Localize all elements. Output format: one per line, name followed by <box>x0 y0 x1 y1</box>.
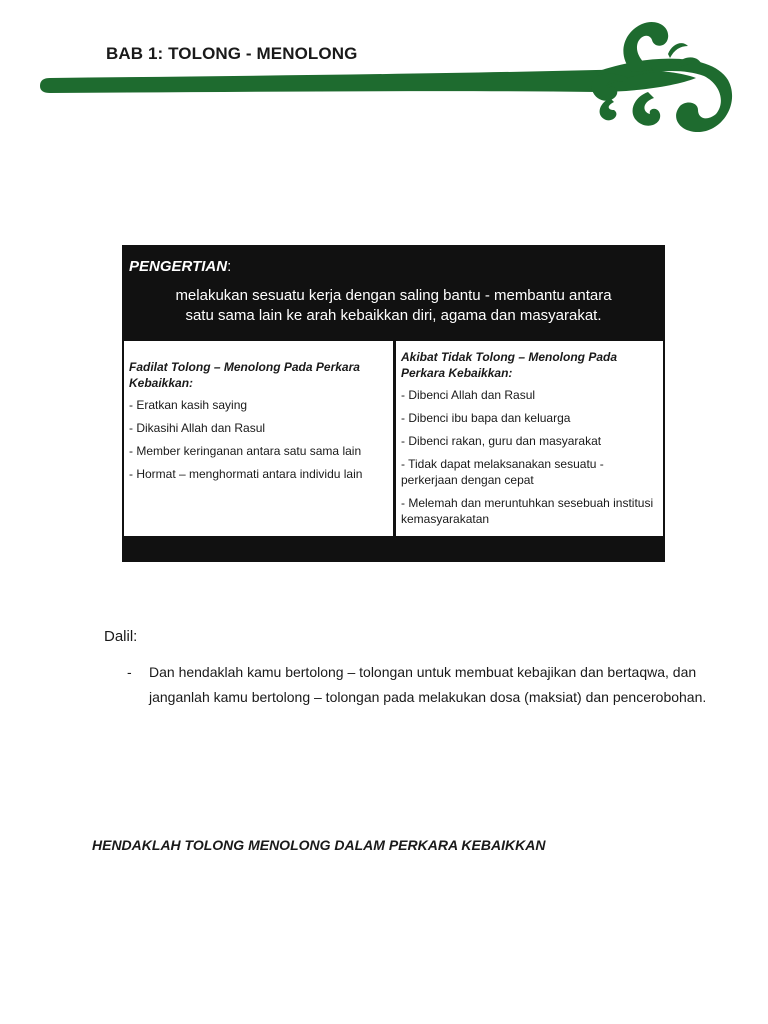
green-swirl-ornament-icon <box>36 14 738 140</box>
benefits-heading: Fadilat Tolong – Menolong Pada Perkara Kebaikkan: <box>129 360 360 390</box>
dalil-bullet: - <box>127 664 132 680</box>
definition-line-2: satu sama lain ke arah kebaikkan diri, agama dan masyarakat. <box>185 307 602 324</box>
benefit-item: - Eratkan kasih saying <box>129 398 248 412</box>
definition-box <box>122 245 665 562</box>
consequence-item: - Dibenci ibu bapa dan keluarga <box>401 411 571 425</box>
dalil-text: Dan hendaklah kamu bertolong – tolongan untuk membuat kebajikan dan bertaqwa, dan janganlah kamu bertolong – tolongan pada melakukan dosa (maksiat) dan pencerobohan. <box>149 664 707 705</box>
benefit-item: - Dikasihi Allah dan Rasul <box>129 421 266 435</box>
definition-line-1: melakukan sesuatu kerja dengan saling bantu - membantu antara <box>175 287 612 304</box>
consequence-item: - Tidak dapat melaksanakan sesuatu - perkerjaan dengan cepat <box>401 457 604 487</box>
dalil-label: Dalil: <box>104 628 138 645</box>
consequence-item: - Melemah dan meruntuhkan sesebuah institusi kemasyarakatan <box>401 496 654 526</box>
consequences-heading: Akibat Tidak Tolong – Menolong Pada Perkara Kebaikkan: <box>401 350 618 380</box>
benefits-column <box>123 340 394 537</box>
consequence-item: - Dibenci Allah dan Rasul <box>401 388 536 402</box>
closing-statement: HENDAKLAH TOLONG MENOLONG DALAM PERKARA KEBAIKKAN <box>92 837 546 853</box>
benefit-item: - Member keringanan antara satu sama lain <box>129 444 362 458</box>
page-title: BAB 1: TOLONG - MENOLONG <box>106 44 358 63</box>
definition-text <box>122 286 665 326</box>
benefit-item: - Hormat – menghormati antara individu lain <box>129 467 363 481</box>
consequences-column <box>395 340 664 537</box>
consequence-item: - Dibenci rakan, guru dan masyarakat <box>401 434 602 448</box>
definition-title: PENGERTIAN: <box>129 258 232 275</box>
